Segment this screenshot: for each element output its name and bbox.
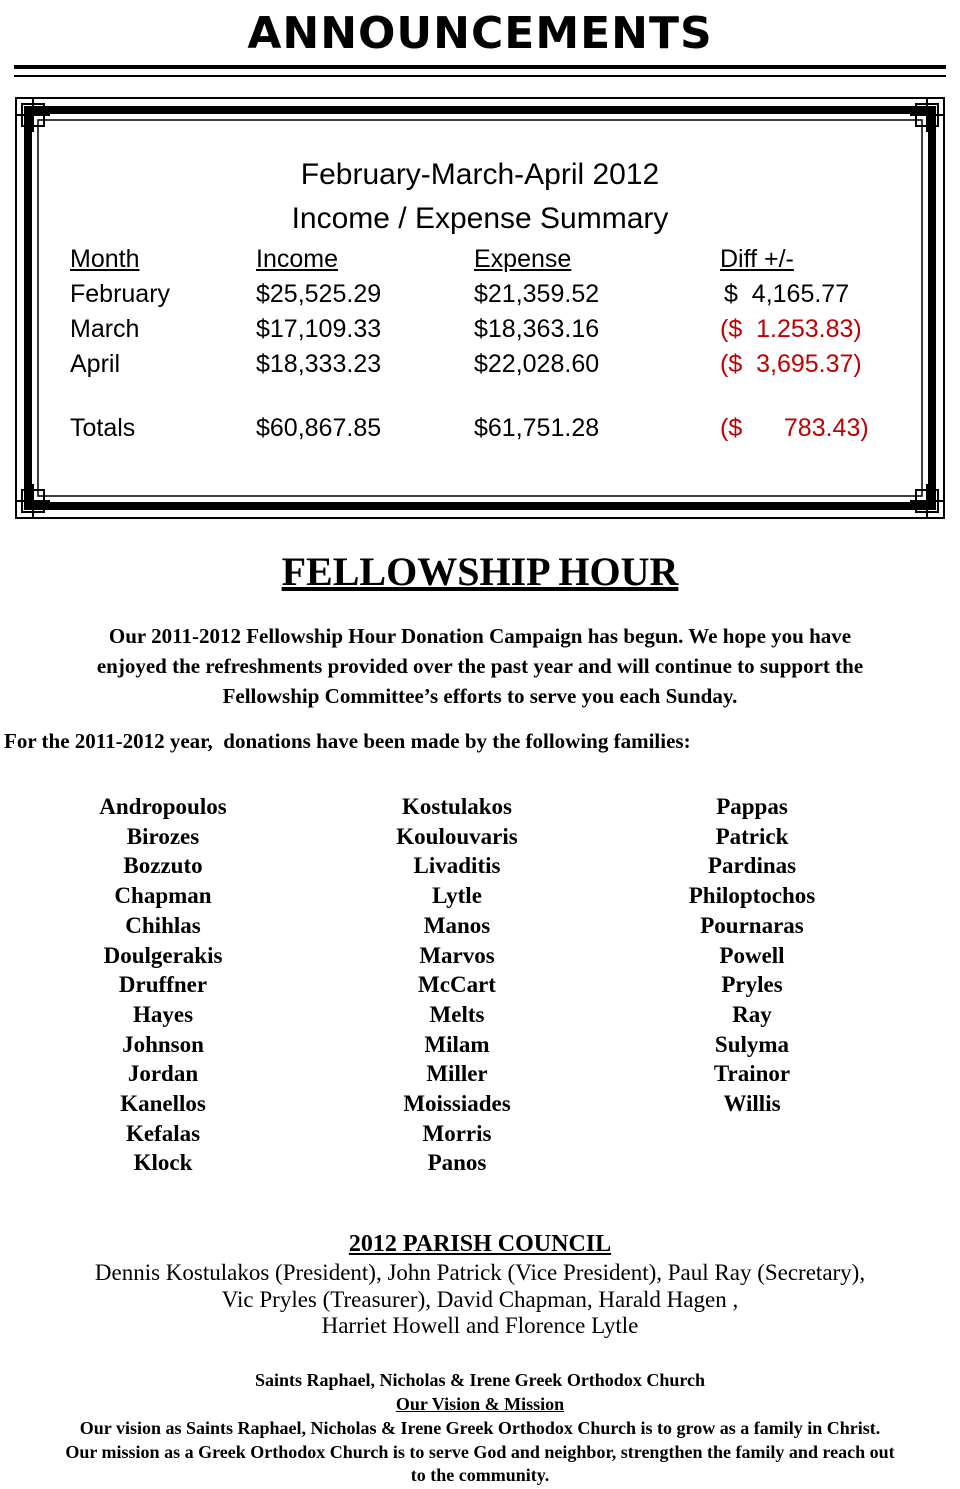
row-month: March <box>70 315 140 343</box>
frame-corner-bottom-left <box>16 484 50 518</box>
family-name: Philoptochos <box>688 883 816 909</box>
family-name: Miller <box>426 1061 488 1087</box>
family-name: Sulyma <box>714 1031 790 1057</box>
family-name: Trainor <box>713 1061 791 1087</box>
family-name: Kostulakos <box>402 794 512 819</box>
row-diff: ($ 1.253.83) <box>720 315 862 343</box>
families-column-3 <box>652 792 852 1119</box>
fellowship-title: FELLOWSHIP HOUR <box>281 549 679 594</box>
family-name: Livaditis <box>413 853 501 879</box>
families-column-2 <box>357 792 557 1178</box>
family-name: Melts <box>429 1001 485 1027</box>
col-header-income: Income <box>256 245 338 273</box>
row-month: February <box>70 280 171 308</box>
family-name: Chihlas <box>125 912 201 938</box>
family-name: Koulouvaris <box>396 823 518 849</box>
family-name: Birozes <box>126 823 200 849</box>
family-name: Johnson <box>122 1031 204 1057</box>
council-title: 2012 PARISH COUNCIL <box>348 1231 612 1257</box>
church-name: Saints Raphael, Nicholas & Irene Greek Orthodox Church <box>254 1370 706 1390</box>
family-name: Andropoulos <box>99 794 227 819</box>
family-name: Milam <box>424 1031 490 1057</box>
fellowship-para-line: enjoyed the refreshments provided over the past year and will continue to support the <box>96 654 864 678</box>
family-name: Marvos <box>419 942 495 968</box>
family-name: Pryles <box>721 972 783 998</box>
family-name: McCart <box>418 972 496 998</box>
family-name: Ray <box>732 1001 772 1027</box>
row-month: April <box>70 350 121 378</box>
col-header-expense: Expense <box>474 245 572 273</box>
page-title: ANNOUNCEMENTS <box>247 8 713 59</box>
family-name: Kefalas <box>125 1120 201 1146</box>
family-name: Bozzuto <box>123 853 203 879</box>
row-income: $17,109.33 <box>256 315 382 343</box>
family-name: Pournaras <box>700 912 804 938</box>
col-header-diff: Diff +/- <box>720 245 794 273</box>
frame-corner-top-left <box>16 98 50 132</box>
council-line: Dennis Kostulakos (President), John Patrick (Vice President), Paul Ray (Secretary), <box>94 1260 866 1285</box>
family-name: Morris <box>422 1120 492 1146</box>
families-column-1 <box>63 792 263 1178</box>
family-name: Klock <box>133 1150 193 1176</box>
council-line: Vic Pryles (Treasurer), David Chapman, Harald Hagen , <box>221 1287 739 1312</box>
totals-label: Totals <box>70 414 136 442</box>
family-name: Pappas <box>716 794 788 819</box>
totals-income: $60,867.85 <box>256 414 382 442</box>
family-name: Hayes <box>132 1001 194 1027</box>
row-diff: $ 4,165.77 <box>724 280 850 308</box>
header-rule-thin <box>14 75 946 77</box>
summary-title-line1: February-March-April 2012 <box>300 158 660 191</box>
family-name: Lytle <box>432 883 482 909</box>
family-name: Willis <box>723 1091 781 1117</box>
family-name: Manos <box>423 912 491 938</box>
family-name: Kanellos <box>120 1091 206 1117</box>
footer-line: Our mission as a Greek Orthodox Church is to serve God and neighbor, strengthen the family and reach out <box>65 1442 895 1462</box>
family-name: Druffner <box>118 972 208 998</box>
frame-corner-top-right <box>910 98 944 132</box>
row-expense: $21,359.52 <box>474 280 600 308</box>
header-rule-thick <box>14 65 946 69</box>
totals-diff: ($ 783.43) <box>720 414 869 442</box>
summary-title-line2: Income / Expense Summary <box>291 202 669 235</box>
vision-mission-title: Our Vision & Mission <box>395 1394 565 1414</box>
totals-expense: $61,751.28 <box>474 414 600 442</box>
family-name: Moissiades <box>403 1091 511 1117</box>
family-name: Doulgerakis <box>103 942 223 968</box>
family-name: Patrick <box>715 823 789 849</box>
row-income: $18,333.23 <box>256 350 382 378</box>
council-line: Harriet Howell and Florence Lytle <box>321 1313 639 1338</box>
family-name: Powell <box>719 942 785 968</box>
footer-line: to the community. <box>410 1465 550 1485</box>
family-name: Chapman <box>114 883 212 909</box>
footer-line: Our vision as Saints Raphael, Nicholas & Irene Greek Orthodox Church is to grow as a family in Christ. <box>79 1418 881 1438</box>
row-expense: $18,363.16 <box>474 315 600 343</box>
family-name: Jordan <box>127 1061 199 1087</box>
fellowship-para-line: Fellowship Committee’s efforts to serve you each Sunday. <box>222 684 738 708</box>
family-name: Panos <box>427 1150 487 1176</box>
row-diff: ($ 3,695.37) <box>720 350 862 378</box>
row-expense: $22,028.60 <box>474 350 600 378</box>
fellowship-para-line: Our 2011-2012 Fellowship Hour Donation Campaign has begun. We hope you have <box>108 624 852 648</box>
family-name: Pardinas <box>707 853 797 879</box>
row-income: $25,525.29 <box>256 280 382 308</box>
families-intro: For the 2011-2012 year, donations have been made by the following families: <box>4 729 691 753</box>
col-header-month: Month <box>70 245 140 273</box>
frame-corner-bottom-right <box>910 484 944 518</box>
